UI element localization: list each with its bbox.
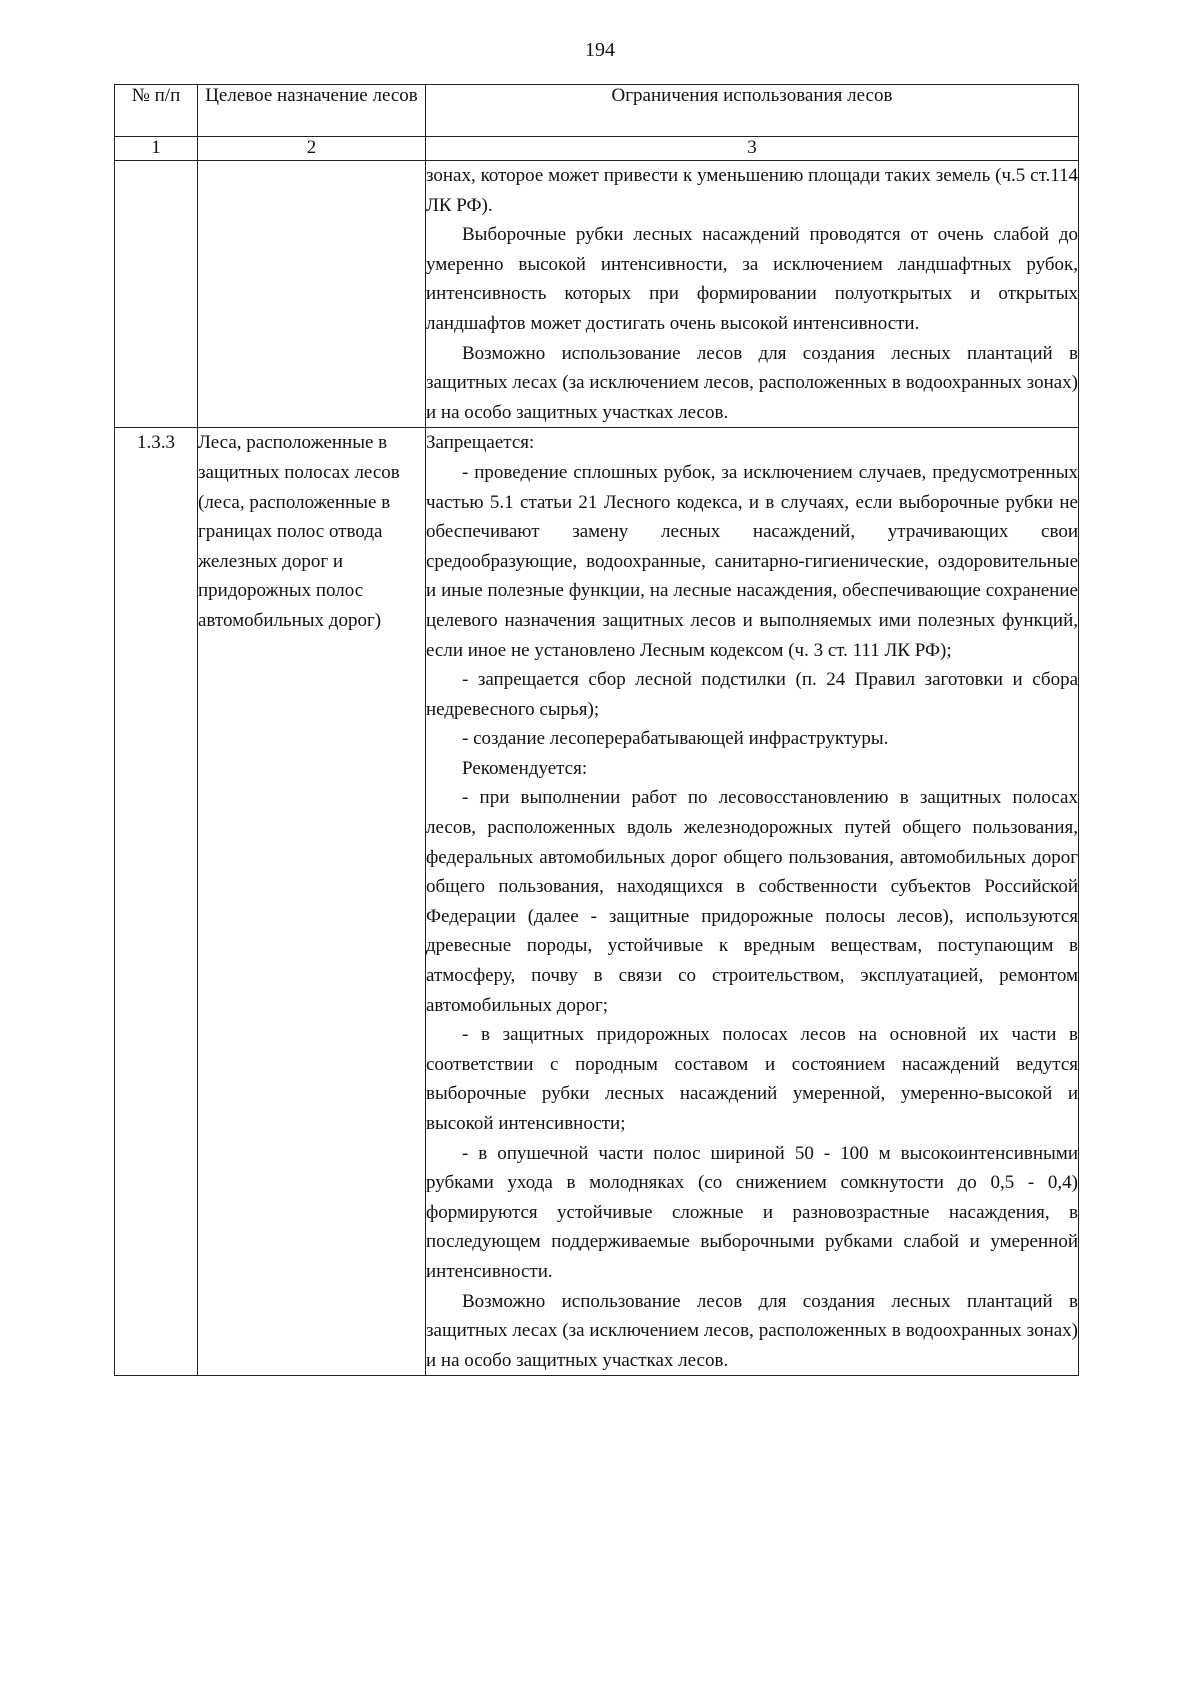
row-restrictions xyxy=(426,428,1079,1376)
row-purpose-empty xyxy=(198,161,426,428)
column-number-1: 1 xyxy=(115,137,198,161)
restriction-paragraph: - запрещается сбор лесной подстилки (п. 24 Правил заготовки и сбора недревесного сырья); xyxy=(426,669,1078,720)
recommended-heading: Рекомендуется: xyxy=(462,757,588,779)
page-number: 194 xyxy=(585,39,615,61)
table-row xyxy=(115,428,1079,1376)
recommendation-paragraph: - в опушечной части полос шириной 50 - 100 м высокоинтенсивными рубками ухода в молодняках (со снижением сомкнутости до 0,5 - 0,4) формируются устойчивые сложные и разновозрастные насаждения, в последующем поддерживаемые выборочными рубками слабой и умеренной интенсивности. xyxy=(426,1142,1078,1282)
forest-restrictions-table xyxy=(114,84,1079,1376)
row-purpose: Леса, расположенные в защитных полосах лесов (леса, расположенные в границах полос отвода железных дорог и придорожных полос автомобильных дорог) xyxy=(198,428,426,1376)
restriction-paragraph: - проведение сплошных рубок, за исключением случаев, предусмотренных частью 5.1 статьи 21 Лесного кодекса, и в случаях, если выборочные рубки не обеспечивают замену лесных насаждений, утрачивающих свои средообразующие, водоохранные, санитарно-гигиенические, оздоровительные и иные полезные функции, на лесные насаждения, обеспечивающие сохранение целевого назначения защитных лесов и выполняемых ими полезных функций, если иное не установлено Лесным кодексом (ч. 3 ст. 111 ЛК РФ); xyxy=(426,461,1078,661)
header-number: № п/п xyxy=(115,85,198,137)
row-index-empty xyxy=(115,161,198,428)
row-index: 1.3.3 xyxy=(115,428,198,1376)
column-number-3: 3 xyxy=(426,137,1079,161)
table-row xyxy=(115,161,1079,428)
header-restrictions: Ограничения использования лесов xyxy=(426,85,1079,137)
restriction-paragraph: Выборочные рубки лесных насаждений проводятся от очень слабой до умеренно высокой интенсивности, за исключением ландшафтных рубок, интенсивность которых при формировании полуоткрытых и открытых ландшафтов может достигать очень высокой интенсивности. xyxy=(426,224,1078,334)
header-purpose: Целевое назначение лесов xyxy=(198,85,426,137)
restriction-paragraph: Возможно использование лесов для создания лесных плантаций в защитных лесах (за исключением лесов, расположенных в водоохранных зонах) и на особо защитных участках лесов. xyxy=(426,1290,1078,1371)
column-numbering-row xyxy=(115,137,1079,161)
recommendation-paragraph: - в защитных придорожных полосах лесов на основной их части в соответствии с породным составом и состоянием насаждений ведутся выборочные рубки лесных насаждений умеренной, умеренно-высокой и высокой интенсивности; xyxy=(426,1024,1078,1134)
recommendation-paragraph: - при выполнении работ по лесовосстановлению в защитных полосах лесов, расположенных вдоль железнодорожных путей общего пользования, федеральных автомобильных дорог общего пользования, автомобильных дорог общего пользования, находящихся в собственности субъектов Российской Федерации (далее - защитные придорожные полосы лесов), используются древесные породы, устойчивые к вредным веществам, поступающим в атмосферу, почву в связи со строительством, эксплуатацией, ремонтом автомобильных дорог; xyxy=(426,787,1078,1016)
restriction-paragraph: Возможно использование лесов для создания лесных плантаций в защитных лесах (за исключением лесов, расположенных в водоохранных зонах) и на особо защитных участках лесов. xyxy=(426,342,1078,423)
table-header-row xyxy=(115,85,1079,137)
column-number-2: 2 xyxy=(198,137,426,161)
restriction-paragraph: - создание лесоперерабатывающей инфраструктуры. xyxy=(462,728,889,750)
restriction-paragraph: зонах, которое может привести к уменьшению площади таких земель (ч.5 ст.114 ЛК РФ). xyxy=(426,165,1078,216)
row-restrictions-continued xyxy=(426,161,1079,428)
prohibited-heading: Запрещается: xyxy=(426,432,535,454)
